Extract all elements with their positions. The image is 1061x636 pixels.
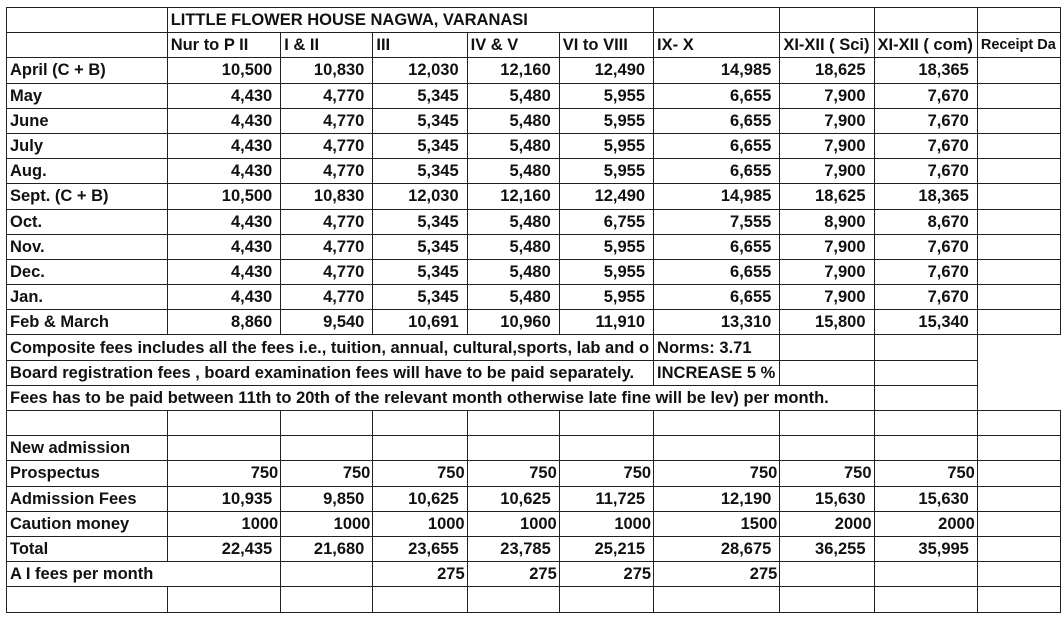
cell[interactable] xyxy=(467,411,559,436)
fee-cell[interactable]: 4,770 xyxy=(281,234,373,259)
fee-cell[interactable]: 5,955 xyxy=(559,133,653,158)
fee-row xyxy=(7,108,1061,133)
cell[interactable] xyxy=(874,385,977,410)
fee-cell[interactable]: 5,955 xyxy=(559,108,653,133)
cell[interactable] xyxy=(467,587,559,612)
fee-cell[interactable]: 10,500 xyxy=(167,58,281,83)
fee-cell[interactable]: 12,160 xyxy=(467,58,559,83)
row-label[interactable]: Jan. xyxy=(7,285,168,310)
row-label[interactable]: Nov. xyxy=(7,234,168,259)
row-label[interactable]: Prospectus xyxy=(7,461,168,486)
fee-cell[interactable]: 5,345 xyxy=(373,234,467,259)
fee-cell[interactable]: 5,345 xyxy=(373,133,467,158)
cell[interactable] xyxy=(780,411,874,436)
receipt-date-cell[interactable] xyxy=(977,511,1060,536)
fee-row xyxy=(7,234,1061,259)
fee-cell[interactable]: 12,160 xyxy=(467,184,559,209)
new-admission-heading-row xyxy=(7,436,1061,461)
fee-cell[interactable]: 4,770 xyxy=(281,159,373,184)
fee-cell[interactable]: 8,900 xyxy=(780,209,874,234)
admission-fee-cell[interactable]: 12,190 xyxy=(654,486,780,511)
ai-fee-cell[interactable]: 275 xyxy=(654,562,780,587)
admission-fee-cell[interactable]: 23,655 xyxy=(373,536,467,561)
fee-row xyxy=(7,58,1061,83)
fee-cell[interactable]: 5,955 xyxy=(559,83,653,108)
norms-note[interactable]: Norms: 3.71 xyxy=(654,335,780,360)
fee-cell[interactable]: 5,955 xyxy=(559,159,653,184)
payment-deadline-note[interactable] xyxy=(7,385,875,410)
fee-cell[interactable]: 7,900 xyxy=(780,159,874,184)
admission-fee-cell[interactable]: 1000 xyxy=(281,511,373,536)
fee-cell[interactable]: 18,365 xyxy=(874,58,977,83)
admission-fee-cell[interactable]: 1000 xyxy=(467,511,559,536)
receipt-date-cell[interactable] xyxy=(977,159,1060,184)
fee-cell[interactable]: 18,625 xyxy=(780,58,874,83)
row-label[interactable]: June xyxy=(7,108,168,133)
fee-cell[interactable]: 13,310 xyxy=(654,310,780,335)
fee-cell[interactable]: 10,960 xyxy=(467,310,559,335)
fee-cell[interactable]: 7,670 xyxy=(874,159,977,184)
fee-cell[interactable]: 6,655 xyxy=(654,133,780,158)
fee-cell[interactable]: 10,830 xyxy=(281,184,373,209)
cell[interactable] xyxy=(977,587,1060,612)
fee-cell[interactable]: 7,900 xyxy=(780,108,874,133)
receipt-date-cell[interactable] xyxy=(977,310,1060,335)
admission-fee-cell[interactable]: 25,215 xyxy=(559,536,653,561)
board-fees-note[interactable]: Board registration fees , board examination fees will have to be paid separately. xyxy=(7,360,654,385)
admission-fee-cell[interactable]: 10,625 xyxy=(467,486,559,511)
increase-note[interactable]: INCREASE 5 % xyxy=(654,360,780,385)
fee-cell[interactable]: 7,670 xyxy=(874,108,977,133)
column-header[interactable]: XI-XII ( com) xyxy=(874,33,977,58)
admission-fee-cell[interactable]: 750 xyxy=(281,461,373,486)
fee-cell[interactable]: 14,985 xyxy=(654,58,780,83)
row-label[interactable]: Aug. xyxy=(7,159,168,184)
row-label[interactable]: July xyxy=(7,133,168,158)
fee-cell[interactable]: 7,900 xyxy=(780,133,874,158)
fee-cell[interactable]: 4,770 xyxy=(281,83,373,108)
fee-cell[interactable]: 4,430 xyxy=(167,133,281,158)
receipt-date-cell[interactable] xyxy=(977,108,1060,133)
row-label[interactable]: May xyxy=(7,83,168,108)
fee-cell[interactable]: 4,430 xyxy=(167,159,281,184)
admission-fee-cell[interactable]: 15,630 xyxy=(780,486,874,511)
admission-row xyxy=(7,536,1061,561)
ai-fee-cell[interactable] xyxy=(780,562,874,587)
admission-fee-cell[interactable]: 2000 xyxy=(874,511,977,536)
column-header[interactable]: Nur to P II xyxy=(167,33,281,58)
admission-fee-cell[interactable]: 1000 xyxy=(559,511,653,536)
cell[interactable] xyxy=(559,587,653,612)
cell[interactable] xyxy=(167,436,281,461)
receipt-date-cell[interactable] xyxy=(977,536,1060,561)
empty-row xyxy=(7,587,1061,612)
admission-row xyxy=(7,486,1061,511)
fee-cell[interactable]: 4,430 xyxy=(167,108,281,133)
fee-cell[interactable]: 6,655 xyxy=(654,108,780,133)
cell[interactable] xyxy=(874,411,977,436)
fee-cell[interactable]: 6,655 xyxy=(654,285,780,310)
ai-fee-cell[interactable] xyxy=(874,562,977,587)
admission-fee-cell[interactable]: 10,935 xyxy=(167,486,281,511)
receipt-date-cell[interactable] xyxy=(977,461,1060,486)
admission-fee-cell[interactable]: 35,995 xyxy=(874,536,977,561)
fee-cell[interactable]: 5,955 xyxy=(559,259,653,284)
fee-cell[interactable]: 7,670 xyxy=(874,83,977,108)
note-row-payment xyxy=(7,385,1061,410)
fee-cell[interactable]: 9,540 xyxy=(281,310,373,335)
receipt-date-cell[interactable] xyxy=(977,234,1060,259)
admission-fee-cell[interactable]: 15,630 xyxy=(874,486,977,511)
admission-fee-cell[interactable]: 10,625 xyxy=(373,486,467,511)
ai-fee-cell[interactable]: 275 xyxy=(467,562,559,587)
admission-fee-cell[interactable]: 750 xyxy=(167,461,281,486)
cell[interactable] xyxy=(780,587,874,612)
fee-cell[interactable]: 4,770 xyxy=(281,285,373,310)
empty-row xyxy=(7,411,1061,436)
cell[interactable] xyxy=(654,8,780,33)
admission-fee-cell[interactable]: 750 xyxy=(559,461,653,486)
fee-row xyxy=(7,133,1061,158)
receipt-date-cell[interactable] xyxy=(977,562,1060,587)
cell[interactable] xyxy=(874,436,977,461)
school-title[interactable] xyxy=(167,8,653,33)
row-label[interactable]: Oct. xyxy=(7,209,168,234)
fee-row xyxy=(7,83,1061,108)
cell[interactable] xyxy=(977,411,1060,436)
ai-fee-cell[interactable]: 275 xyxy=(559,562,653,587)
cell[interactable] xyxy=(373,411,467,436)
cell[interactable] xyxy=(559,436,653,461)
fee-cell[interactable]: 8,670 xyxy=(874,209,977,234)
fee-cell[interactable]: 5,955 xyxy=(559,285,653,310)
fee-cell[interactable]: 5,480 xyxy=(467,108,559,133)
admission-fee-cell[interactable]: 36,255 xyxy=(780,536,874,561)
receipt-date-cell[interactable] xyxy=(977,486,1060,511)
fee-cell[interactable]: 8,860 xyxy=(167,310,281,335)
row-label[interactable]: Feb & March xyxy=(7,310,168,335)
cell[interactable] xyxy=(281,411,373,436)
cell[interactable] xyxy=(780,335,874,360)
column-header[interactable]: III xyxy=(373,33,467,58)
cell[interactable] xyxy=(7,587,168,612)
fee-cell[interactable]: 6,655 xyxy=(654,259,780,284)
fee-cell[interactable]: 10,500 xyxy=(167,184,281,209)
fee-cell[interactable]: 4,430 xyxy=(167,209,281,234)
cell[interactable] xyxy=(874,360,977,385)
fee-cell[interactable]: 5,345 xyxy=(373,259,467,284)
ai-fee-cell[interactable]: 275 xyxy=(373,562,467,587)
admission-fee-cell[interactable]: 11,725 xyxy=(559,486,653,511)
receipt-date-cell[interactable] xyxy=(977,285,1060,310)
fee-cell[interactable]: 6,655 xyxy=(654,234,780,259)
note-row-composite xyxy=(7,335,1061,360)
cell[interactable] xyxy=(780,436,874,461)
cell[interactable] xyxy=(874,8,977,33)
column-header[interactable]: IX- X xyxy=(654,33,780,58)
cell[interactable] xyxy=(281,587,373,612)
fee-row xyxy=(7,184,1061,209)
receipt-date-cell[interactable] xyxy=(977,58,1060,83)
fee-cell[interactable]: 12,030 xyxy=(373,184,467,209)
fee-cell[interactable]: 4,430 xyxy=(167,259,281,284)
cell[interactable] xyxy=(281,436,373,461)
payment-note-tail: ) per month. xyxy=(733,388,829,407)
ai-fees-row xyxy=(7,562,1061,587)
cell[interactable] xyxy=(373,587,467,612)
admission-fee-cell[interactable]: 28,675 xyxy=(654,536,780,561)
cell[interactable] xyxy=(874,587,977,612)
admission-fee-cell[interactable]: 1500 xyxy=(654,511,780,536)
fee-cell[interactable]: 7,900 xyxy=(780,83,874,108)
cell[interactable] xyxy=(780,8,874,33)
cell[interactable] xyxy=(559,411,653,436)
ai-fees-label[interactable]: A I fees per month xyxy=(7,562,281,587)
payment-note-text: Fees has to be paid between 11th to 20th of the relevant month otherwise late fine will be lev xyxy=(10,388,734,407)
fee-cell[interactable]: 5,955 xyxy=(559,234,653,259)
fee-cell[interactable]: 4,770 xyxy=(281,108,373,133)
fee-row xyxy=(7,259,1061,284)
cell[interactable] xyxy=(467,436,559,461)
cell[interactable] xyxy=(654,411,780,436)
fee-cell[interactable]: 4,770 xyxy=(281,133,373,158)
fee-cell[interactable]: 10,830 xyxy=(281,58,373,83)
column-header[interactable]: XI-XII ( Sci) xyxy=(780,33,874,58)
fee-cell[interactable]: 6,755 xyxy=(559,209,653,234)
fee-cell[interactable]: 4,770 xyxy=(281,209,373,234)
fee-cell[interactable]: 5,480 xyxy=(467,159,559,184)
fee-cell[interactable]: 18,365 xyxy=(874,184,977,209)
fee-cell[interactable]: 5,480 xyxy=(467,209,559,234)
cell[interactable] xyxy=(977,436,1060,461)
column-header[interactable]: I & II xyxy=(281,33,373,58)
receipt-date-cell[interactable] xyxy=(977,259,1060,284)
ai-fee-cell[interactable] xyxy=(281,562,373,587)
row-label[interactable]: Total xyxy=(7,536,168,561)
fee-cell[interactable]: 5,480 xyxy=(467,83,559,108)
fee-cell[interactable]: 7,900 xyxy=(780,234,874,259)
receipt-date-cell[interactable] xyxy=(977,184,1060,209)
admission-fee-cell[interactable]: 22,435 xyxy=(167,536,281,561)
new-admission-heading[interactable]: New admission xyxy=(7,436,168,461)
admission-fee-cell[interactable]: 21,680 xyxy=(281,536,373,561)
fee-cell[interactable]: 5,345 xyxy=(373,108,467,133)
fee-cell[interactable]: 7,670 xyxy=(874,133,977,158)
admission-fee-cell[interactable]: 1000 xyxy=(373,511,467,536)
fee-cell[interactable]: 11,910 xyxy=(559,310,653,335)
fee-cell[interactable]: 5,480 xyxy=(467,234,559,259)
admission-fee-cell[interactable]: 750 xyxy=(874,461,977,486)
fee-cell[interactable]: 12,490 xyxy=(559,184,653,209)
row-label[interactable]: April (C + B) xyxy=(7,58,168,83)
fee-cell[interactable]: 10,691 xyxy=(373,310,467,335)
fee-row xyxy=(7,209,1061,234)
admission-fee-cell[interactable]: 750 xyxy=(467,461,559,486)
fee-cell[interactable]: 7,670 xyxy=(874,259,977,284)
cell[interactable] xyxy=(7,411,168,436)
column-header[interactable]: Receipt Da xyxy=(977,33,1060,58)
fee-cell[interactable]: 14,985 xyxy=(654,184,780,209)
admission-fee-cell[interactable]: 750 xyxy=(373,461,467,486)
fee-cell[interactable]: 7,555 xyxy=(654,209,780,234)
fee-cell[interactable]: 5,345 xyxy=(373,83,467,108)
row-label[interactable]: Admission Fees xyxy=(7,486,168,511)
admission-row xyxy=(7,511,1061,536)
admission-fee-cell[interactable]: 2000 xyxy=(780,511,874,536)
admission-fee-cell[interactable]: 750 xyxy=(654,461,780,486)
receipt-date-cell[interactable] xyxy=(977,83,1060,108)
row-label[interactable]: Caution money xyxy=(7,511,168,536)
school-title-text: LITTLE FLOWER HOUSE NAGWA, VARANASI xyxy=(170,11,528,30)
fee-cell[interactable]: 18,625 xyxy=(780,184,874,209)
fee-spreadsheet xyxy=(6,7,1061,613)
admission-fee-cell[interactable]: 9,850 xyxy=(281,486,373,511)
fee-row xyxy=(7,159,1061,184)
fee-cell[interactable]: 5,480 xyxy=(467,285,559,310)
cell[interactable] xyxy=(654,436,780,461)
fee-cell[interactable]: 5,480 xyxy=(467,259,559,284)
receipt-date-cell[interactable] xyxy=(977,209,1060,234)
column-header[interactable]: IV & V xyxy=(467,33,559,58)
cell[interactable] xyxy=(167,411,281,436)
row-label[interactable]: Dec. xyxy=(7,259,168,284)
admission-fee-cell[interactable]: 1000 xyxy=(167,511,281,536)
cell[interactable] xyxy=(373,436,467,461)
fee-cell[interactable]: 7,670 xyxy=(874,285,977,310)
admission-row xyxy=(7,461,1061,486)
cell[interactable] xyxy=(874,335,977,360)
fee-cell[interactable]: 6,655 xyxy=(654,159,780,184)
admission-fee-cell[interactable]: 23,785 xyxy=(467,536,559,561)
fee-cell[interactable]: 12,030 xyxy=(373,58,467,83)
fee-cell[interactable]: 6,655 xyxy=(654,83,780,108)
cell[interactable] xyxy=(7,8,168,33)
fee-cell[interactable]: 15,800 xyxy=(780,310,874,335)
fee-cell[interactable]: 4,430 xyxy=(167,234,281,259)
fee-cell[interactable]: 7,900 xyxy=(780,259,874,284)
fee-cell[interactable]: 15,340 xyxy=(874,310,977,335)
note-row-board xyxy=(7,360,1061,385)
fee-cell[interactable]: 12,490 xyxy=(559,58,653,83)
fee-cell[interactable]: 4,430 xyxy=(167,285,281,310)
title-row xyxy=(7,8,1061,33)
row-label[interactable]: Sept. (C + B) xyxy=(7,184,168,209)
receipt-date-cell[interactable] xyxy=(977,133,1060,158)
header-row xyxy=(7,33,1061,58)
admission-fee-cell[interactable]: 750 xyxy=(780,461,874,486)
cell[interactable] xyxy=(780,360,874,385)
fee-row xyxy=(7,285,1061,310)
cell[interactable] xyxy=(167,587,281,612)
fee-cell[interactable]: 7,670 xyxy=(874,234,977,259)
fee-cell[interactable]: 7,900 xyxy=(780,285,874,310)
cell[interactable] xyxy=(654,587,780,612)
fee-cell[interactable]: 5,345 xyxy=(373,209,467,234)
fee-row xyxy=(7,310,1061,335)
fee-cell[interactable]: 5,480 xyxy=(467,133,559,158)
column-header[interactable]: VI to VIII xyxy=(559,33,653,58)
composite-fees-note[interactable]: Composite fees includes all the fees i.e., tuition, annual, cultural,sports, lab and o xyxy=(7,335,654,360)
cell[interactable] xyxy=(7,33,168,58)
fee-cell[interactable]: 5,345 xyxy=(373,285,467,310)
cell[interactable] xyxy=(977,8,1060,33)
fee-cell[interactable]: 5,345 xyxy=(373,159,467,184)
fee-cell[interactable]: 4,770 xyxy=(281,259,373,284)
fee-cell[interactable]: 4,430 xyxy=(167,83,281,108)
